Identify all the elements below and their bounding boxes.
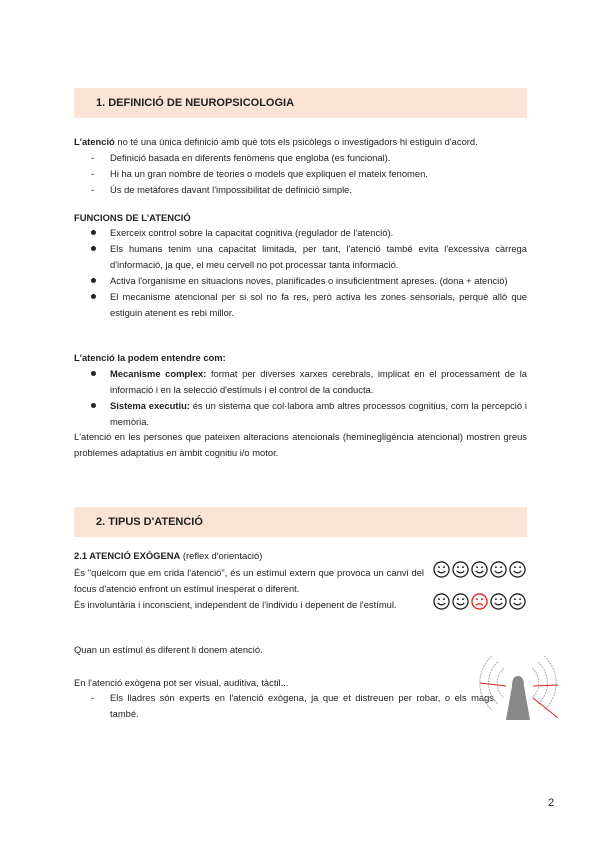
smiley-face-icon bbox=[452, 593, 469, 610]
section-title: 2. TIPUS D'ATENCIÓ bbox=[96, 516, 203, 528]
item-text: Activa l'organisme en situacions noves, planificades o insuficientment apreses. (dona + atenció) bbox=[110, 275, 508, 286]
smiley-face-icon bbox=[433, 561, 450, 578]
attention-signal-figure bbox=[478, 650, 558, 725]
list-item: - Hi ha un gran nombre de teories o models que expliquen el mateix fenomen. bbox=[91, 168, 428, 179]
subsection-title: 2.1 ATENCIÓ EXÒGENA bbox=[74, 550, 181, 561]
subsection-note: (reflex d'orientació) bbox=[180, 550, 263, 561]
list-item: - Els lladres són experts en l'atenció exògena, ja que et distreuen per robar, o els mags també. bbox=[91, 692, 494, 719]
section-header bbox=[74, 507, 527, 537]
smiley-row-odd-one bbox=[433, 593, 528, 612]
closing-paragraph: L'atenció en les persones que pateixen alteracions atencionals (heminegligència atencional) mostren greus problemes adaptatius en àmbit cognitiu i/o motor. bbox=[74, 431, 527, 458]
dash-list bbox=[74, 690, 494, 722]
item-text: El mecanisme atencional per si sol no fa res, però activa les zones sensorials, perquè allò que estiguin atenent es rebi millor. bbox=[110, 291, 527, 318]
understand-list bbox=[74, 366, 527, 430]
functions-heading: FUNCIONS DE L'ATENCIÓ bbox=[74, 212, 191, 223]
item-text: és un sistema que col·labora amb altres processos cognitius, com la percepció i memòria. bbox=[110, 400, 527, 427]
understand-heading: L'atenció la podem entendre com: bbox=[74, 352, 226, 363]
smiley-face-icon bbox=[509, 561, 526, 578]
list-item bbox=[74, 273, 527, 289]
section-title: 1. DEFINICIÓ DE NEUROPSICOLOGIA bbox=[96, 97, 295, 109]
paragraph: Quan un estímul és diferent li donem atenció. bbox=[74, 644, 263, 655]
smiley-face-icon bbox=[509, 593, 526, 610]
smiley-face-icon bbox=[433, 593, 450, 610]
list-item bbox=[74, 225, 527, 241]
smiley-face-icon bbox=[471, 561, 488, 578]
intro-paragraph bbox=[74, 134, 527, 150]
smiley-row bbox=[433, 561, 528, 580]
text: no té una única definició amb què tots els psicòlegs o investigadors hi estiguin d'acord. bbox=[114, 136, 478, 147]
item-text: Ús de metàfores davant l'impossibilitat de definició simple. bbox=[110, 184, 353, 195]
list-item bbox=[74, 398, 527, 430]
list-item bbox=[74, 289, 527, 321]
dash-list bbox=[74, 150, 527, 198]
paragraph: És "quelcom que em crida l'atenció", és un estímul extern que provoca un canvi del focus d'atenció enfront un estímul inesperat o diferent. bbox=[74, 567, 424, 594]
smiley-face-icon bbox=[490, 561, 507, 578]
term: L'atenció bbox=[74, 136, 115, 147]
term: Sistema executiu: bbox=[110, 400, 190, 411]
page-number: 2 bbox=[548, 797, 555, 809]
functions-list bbox=[74, 225, 527, 321]
item-text: Exerceix control sobre la capacitat cognitiva (regulador de l'atenció). bbox=[110, 227, 394, 238]
item-text: format per diverses xarxes cerebrals, implicat en el processament de la informació i en la selecció d'estímuls i el control de la conducta. bbox=[110, 368, 527, 395]
section-header bbox=[74, 88, 527, 118]
paragraph: És involuntària i inconscient, independent de l'individu i depenent de l'estímul. bbox=[74, 599, 397, 610]
list-item bbox=[74, 241, 527, 273]
item-text: Els lladres són experts en l'atenció exògena, ja que et distreuen per robar, o els mags també. bbox=[110, 692, 494, 719]
term: Mecanisme complex: bbox=[110, 368, 207, 379]
list-item: - Ús de metàfores davant l'impossibilitat de definició simple. bbox=[91, 184, 353, 195]
list-item bbox=[74, 366, 527, 398]
item-text: Els humans tenim una capacitat limitada, per tant, l'atenció també evita l'excessiva càrrega d'informació, ja que, el meu cervell no pot processar tanta informació. bbox=[110, 243, 527, 270]
item-text: Definició basada en diferents fenòmens que engloba (es funcional). bbox=[110, 152, 391, 163]
sad-face-icon bbox=[471, 593, 488, 610]
smiley-face-icon bbox=[452, 561, 469, 578]
list-item: - Definició basada en diferents fenòmens que engloba (es funcional). bbox=[91, 152, 391, 163]
paragraph: En l'atenció exògena pot ser visual, auditiva, tàctil... bbox=[74, 677, 289, 688]
item-text: Hi ha un gran nombre de teories o models que expliquen el mateix fenomen. bbox=[110, 168, 428, 179]
smiley-face-icon bbox=[490, 593, 507, 610]
